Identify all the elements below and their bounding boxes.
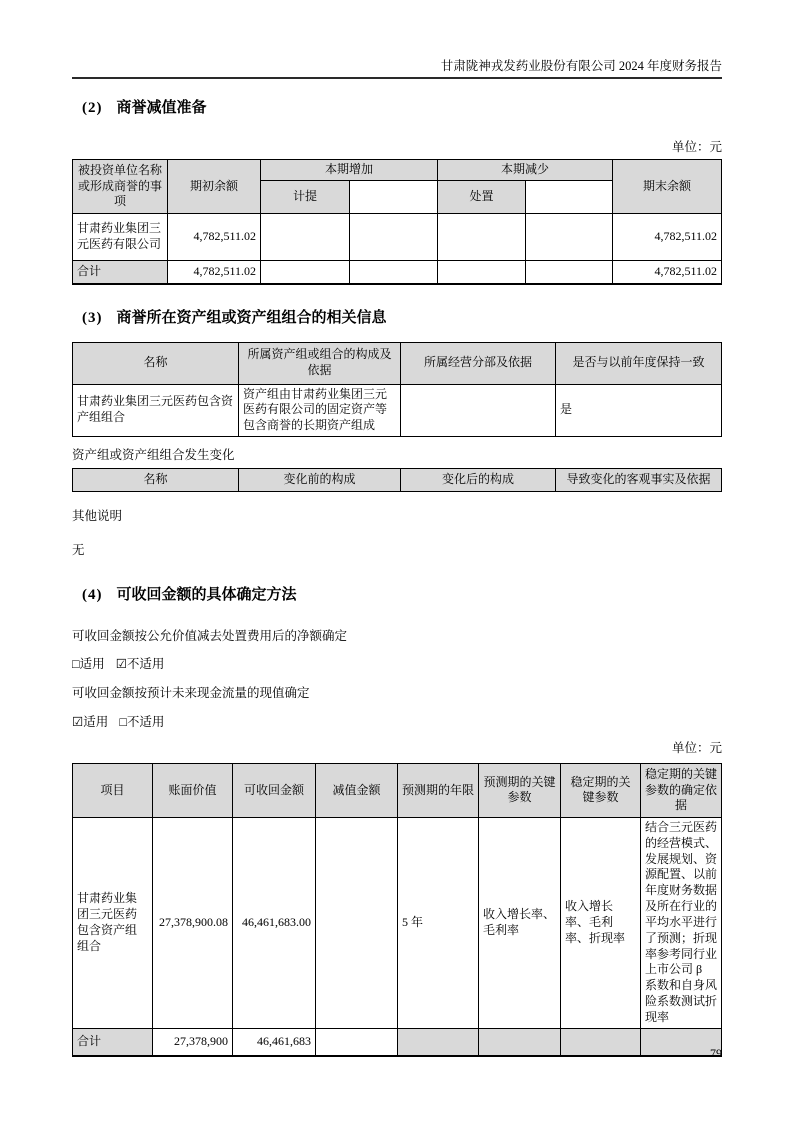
cell-carrying-amount: 27,378,900.08 (153, 817, 233, 1028)
applicable-label: 适用 (79, 656, 105, 671)
section-2-number: (2) (82, 100, 103, 116)
table-row (73, 384, 722, 436)
cell-forecast-period: 5 年 (398, 817, 479, 1028)
checkbox-checked-icon: ☑ (115, 656, 127, 671)
asset-group-info-table (72, 342, 722, 437)
empty-cell (350, 261, 438, 284)
column-header-forecast-period: 预测期的年限 (398, 763, 479, 817)
empty-cell (398, 1028, 479, 1056)
not-applicable-label: 不适用 (126, 714, 165, 729)
column-header-impairment-amount: 减值金额 (316, 763, 398, 817)
cell-disposal (438, 214, 526, 261)
cell-total-beginning: 4,782,511.02 (168, 261, 261, 284)
column-header-change-basis: 导致变化的客观事实及依据 (556, 468, 722, 491)
report-title: 甘肃陇神戎发药业股份有限公司 2024 年度财务报告 (440, 59, 722, 73)
column-header-ending-balance: 期末余额 (613, 160, 722, 214)
column-header-recoverable-amount: 可收回金额 (233, 763, 316, 817)
column-header-name: 名称 (73, 342, 239, 384)
section-4-number: (4) (82, 586, 103, 603)
cell-item-name: 甘肃药业集团三元医药包含资产组组合 (73, 817, 153, 1028)
empty-subheader-cell (350, 181, 438, 214)
method-1-applicability (72, 654, 722, 672)
section-4-title (72, 583, 722, 604)
table-total-row (73, 1028, 722, 1056)
cell-decrease-other (526, 214, 613, 261)
column-header-name: 名称 (73, 468, 239, 491)
cell-segment (401, 384, 556, 436)
method-1-statement: 可收回金额按公允价值减去处置费用后的净额确定 (72, 628, 348, 643)
column-header-forecast-key-params: 预测期的关键参数 (479, 763, 561, 817)
section-2-title (72, 96, 722, 117)
column-header-after-change: 变化后的构成 (401, 468, 556, 491)
section-4-heading: 可收回金额的具体确定方法 (116, 586, 297, 603)
table-header-row (73, 160, 722, 181)
cell-total-label: 合计 (73, 1028, 153, 1056)
method-2-statement: 可收回金额按预计未来现金流量的现值确定 (72, 685, 310, 700)
table-header-row (73, 342, 722, 384)
checkbox-checked-icon: ☑ (72, 714, 84, 729)
empty-subheader-cell (526, 181, 613, 214)
not-applicable-option (119, 715, 164, 729)
goodwill-impairment-table (72, 159, 722, 285)
table-header-row (73, 468, 722, 491)
cell-total-ending: 4,782,511.02 (613, 261, 722, 284)
cell-stable-params-basis: 结合三元医药的经营模式、发展规划、资源配置、以前年度财务数据及所在行业的平均水平进行了预测；折现率参考同行业上市公司 β 系数和自身风险系数测试折现率 (641, 817, 722, 1028)
empty-cell (526, 261, 613, 284)
cell-impairment-amount (316, 817, 398, 1028)
column-header-segment: 所属经营分部及依据 (401, 342, 556, 384)
asset-group-change-table (72, 468, 722, 492)
cell-provision (261, 214, 350, 261)
section-3-title (72, 306, 722, 327)
report-header (72, 56, 722, 79)
applicable-label: 适用 (83, 714, 109, 729)
checkbox-unchecked-icon: □ (119, 714, 127, 729)
column-header-stable-key-params: 稳定期的关键参数 (561, 763, 641, 817)
other-note-value: 无 (72, 542, 85, 557)
section-3-heading: 商誉所在资产组或资产组组合的相关信息 (116, 309, 387, 326)
column-header-disposal: 处置 (438, 181, 526, 214)
applicable-option (72, 657, 105, 671)
page-content (72, 96, 722, 1057)
cell-recoverable-amount: 46,461,683.00 (233, 817, 316, 1028)
cell-total-carrying: 27,378,900 (153, 1028, 233, 1056)
empty-cell (479, 1028, 561, 1056)
applicable-option (72, 715, 108, 729)
column-header-carrying-amount: 账面价值 (153, 763, 233, 817)
cell-composition: 资产组由甘肃药业集团三元医药有限公司的固定资产等包含商誉的长期资产组成 (239, 384, 401, 436)
cell-total-recoverable: 46,461,683 (233, 1028, 316, 1056)
cell-beginning-balance: 4,782,511.02 (168, 214, 261, 261)
page-number: 79 (710, 1046, 722, 1060)
table-header-row (73, 763, 722, 817)
column-header-consistency: 是否与以前年度保持一致 (556, 342, 722, 384)
asset-group-change-note: 资产组或资产组组合发生变化 (72, 447, 235, 462)
checkbox-unchecked-icon: □ (72, 656, 80, 671)
empty-cell (561, 1028, 641, 1056)
not-applicable-label: 不适用 (126, 656, 165, 671)
cell-stable-key-params: 收入增长率、毛利率、折现率 (561, 817, 641, 1028)
not-applicable-option (116, 657, 165, 671)
empty-cell (438, 261, 526, 284)
cell-investee-name: 甘肃药业集团三元医药有限公司 (73, 214, 168, 261)
section-3-number: (3) (82, 309, 103, 326)
column-header-beginning-balance: 期初余额 (168, 160, 261, 214)
method-2-applicability (72, 712, 722, 730)
unit-label-2: 单位：元 (671, 740, 722, 755)
recoverable-amount-table (72, 763, 722, 1057)
table-row (73, 214, 722, 261)
unit-label-1: 单位：元 (671, 140, 722, 154)
other-note-label: 其他说明 (72, 508, 123, 523)
column-header-current-decrease: 本期减少 (438, 160, 613, 181)
empty-cell (261, 261, 350, 284)
column-header-stable-params-basis: 稳定期的关键参数的确定依据 (641, 763, 722, 817)
cell-increase-other (350, 214, 438, 261)
column-header-item: 项目 (73, 763, 153, 817)
table-row (73, 817, 722, 1028)
column-header-before-change: 变化前的构成 (239, 468, 401, 491)
cell-ending-balance: 4,782,511.02 (613, 214, 722, 261)
column-header-provision: 计提 (261, 181, 350, 214)
table-total-row (73, 261, 722, 284)
cell-forecast-key-params: 收入增长率、毛利率 (479, 817, 561, 1028)
column-header-investee: 被投资单位名称或形成商誉的事项 (73, 160, 168, 214)
cell-total-label: 合计 (73, 261, 168, 284)
cell-asset-group-name: 甘肃药业集团三元医药包含资产组组合 (73, 384, 239, 436)
cell-consistency: 是 (556, 384, 722, 436)
section-2-heading: 商誉减值准备 (116, 100, 207, 116)
column-header-current-increase: 本期增加 (261, 160, 438, 181)
empty-cell (316, 1028, 398, 1056)
column-header-composition: 所属资产组或组合的构成及依据 (239, 342, 401, 384)
